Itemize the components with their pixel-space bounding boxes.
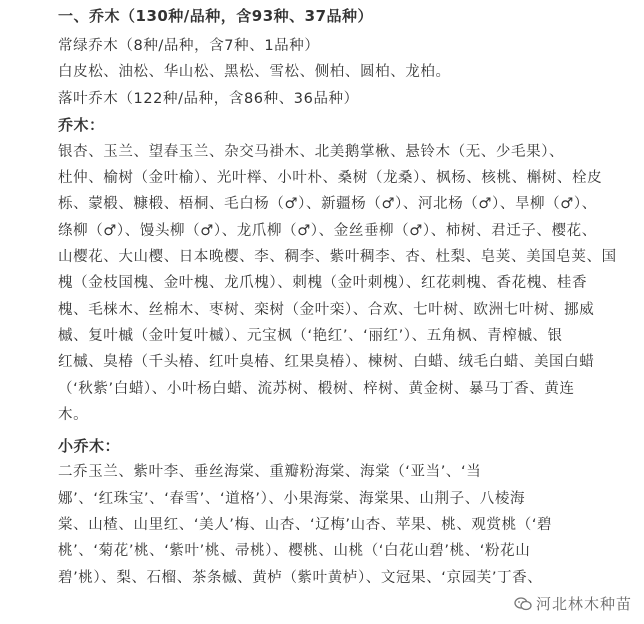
tree-line: 绦柳（♂）、馒头柳（♂）、龙爪柳（♂）、金丝垂柳（♂）、柿树、君迁子、樱花、 bbox=[58, 223, 597, 239]
tree-line: 木。 bbox=[58, 407, 89, 423]
small-tree-line: 棠、山楂、山里红、‘美人’梅、山杏、‘辽梅’山杏、苹果、桃、观赏桃（‘碧 bbox=[58, 517, 553, 533]
tree-line: 山樱花、大山樱、日本晚樱、李、稠李、紫叶稠李、杏、杜梨、皂荚、美国皂荚、国 bbox=[58, 249, 617, 265]
tree-line: 槭、复叶槭（金叶复叶槭）、元宝枫（‘艳红’、‘丽红’）、五角枫、青榨槭、银 bbox=[58, 328, 563, 344]
watermark bbox=[512, 593, 634, 614]
small-tree-line: 碧’桃）、梨、石榴、茶条槭、黄栌（紫叶黄栌）、文冠果、‘京园芙’丁香、 bbox=[58, 570, 543, 586]
tree-line: 红槭、臭椿（千头椿、红叶臭椿、红果臭椿）、楝树、白蜡、绒毛白蜡、美国白蜡 bbox=[58, 354, 595, 370]
wechat-icon bbox=[514, 597, 532, 611]
tree-line: （‘秋紫’白蜡）、小叶杨白蜡、流苏树、椴树、梓树、黄金树、暴马丁香、黄连 bbox=[58, 381, 575, 397]
watermark-text: 河北林木种苗 bbox=[535, 595, 632, 613]
evergreen-title: 常绿乔木（8种/品种，含7种、1品种） bbox=[58, 38, 320, 54]
small-tree-line: 娜’、‘红珠宝’、‘春雪’、‘道格’）、小果海棠、海棠果、山荆子、八棱海 bbox=[58, 491, 526, 507]
section-heading: 一、乔木（130种/品种，含93种、37品种） bbox=[58, 7, 374, 25]
evergreen-list: 白皮松、油松、华山松、黑松、雪松、侧柏、圆柏、龙柏。 bbox=[58, 64, 451, 80]
deciduous-title: 落叶乔木（122种/品种，含86种、36品种） bbox=[58, 91, 359, 107]
small-tree-line: 二乔玉兰、紫叶李、垂丝海棠、重瓣粉海棠、海棠（‘亚当’、‘当 bbox=[58, 464, 482, 480]
tree-line: 杜仲、榆树（金叶榆）、光叶榉、小叶朴、桑树（龙桑）、枫杨、核桃、槲树、栓皮 bbox=[58, 170, 603, 186]
tree-line: 栎、蒙椴、糠椴、梧桐、毛白杨（♂）、新疆杨（♂）、河北杨（♂）、旱柳（♂）、 bbox=[58, 196, 597, 212]
tree-line: 槐（金枝国槐、金叶槐、龙爪槐）、刺槐（金叶刺槐）、红花刺槐、香花槐、桂香 bbox=[58, 275, 588, 291]
tree-line: 银杏、玉兰、望春玉兰、杂交马褂木、北美鹅掌楸、悬铃木（无、少毛果）、 bbox=[58, 144, 565, 160]
tree-heading: 乔木： bbox=[58, 116, 105, 134]
tree-line: 槐、毛梾木、丝棉木、枣树、栾树（金叶栾）、合欢、七叶树、欧洲七叶树、挪威 bbox=[58, 302, 595, 318]
small-tree-heading: 小乔木： bbox=[58, 437, 121, 455]
small-tree-line: 桃’、‘菊花’桃、‘紫叶’桃、帚桃）、樱桃、山桃（‘白花山碧’桃、‘粉花山 bbox=[58, 543, 531, 559]
